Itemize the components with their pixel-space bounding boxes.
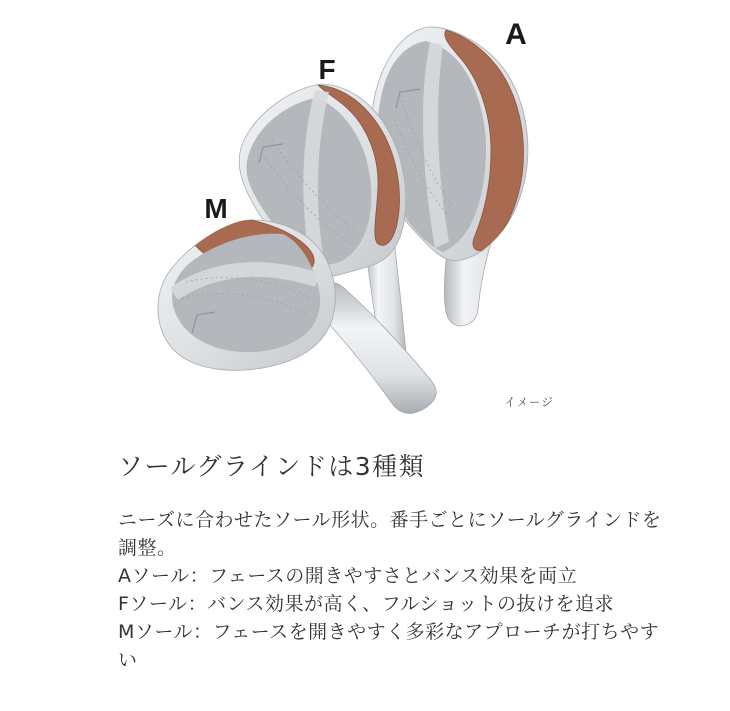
sole-type-f-description: バンス効果が高く、フルショットの抜けを追求 xyxy=(207,593,615,615)
intro-text: ニーズに合わせたソール形状。番手ごとにソールグラインドを調整。 xyxy=(118,509,662,559)
colon-separator: ： xyxy=(189,565,210,587)
sole-type-f-name: Fソール xyxy=(118,593,188,615)
sole-type-m-description: フェースを開きやすく多彩なアプローチが打ちやすい xyxy=(118,621,660,671)
colon-separator: ： xyxy=(187,593,208,615)
wedge-a-label: A xyxy=(505,18,527,51)
sole-type-line-a xyxy=(118,562,663,590)
sole-type-line-f xyxy=(118,590,663,618)
wedge-m-label: M xyxy=(204,193,228,224)
sole-type-m-name: Mソール xyxy=(118,621,194,643)
section-title: ソールグラインドは3種類 xyxy=(118,452,426,481)
image-caption: イメージ xyxy=(504,395,554,409)
wedge-f-label: F xyxy=(318,54,336,85)
sole-type-a-name: Aソール xyxy=(118,565,190,587)
sole-grind-copy xyxy=(118,452,663,674)
sole-type-line-m xyxy=(118,618,663,674)
sole-type-a-description: フェースの開きやすさとバンス効果を両立 xyxy=(209,565,578,587)
colon-separator: ： xyxy=(193,621,213,643)
